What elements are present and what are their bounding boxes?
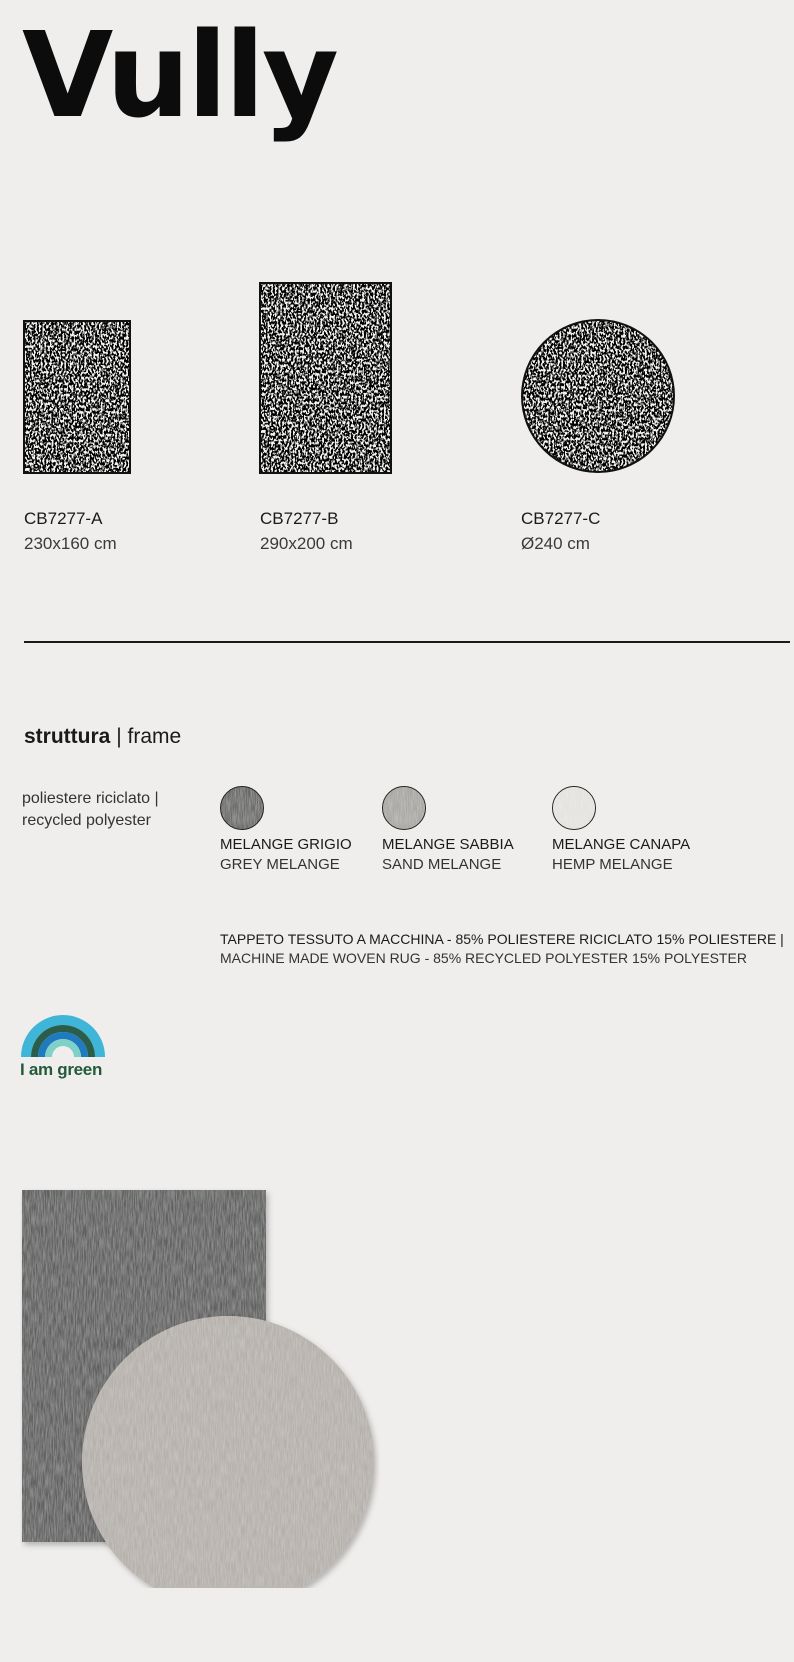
swatch-hemp-name-it: MELANGE CANAPA [552, 836, 691, 853]
material-line-en: recycled polyester [22, 812, 151, 829]
frame-heading [24, 726, 181, 747]
rug-size-c: Ø240 cm [521, 534, 590, 553]
description-en: MACHINE MADE WOVEN RUG - 85% RECYCLED POLYESTER 15% POLYESTER [220, 950, 747, 966]
swatch-sand-name-it: MELANGE SABBIA [382, 836, 514, 853]
i-am-green-label: I am green [20, 1060, 103, 1079]
rug-size-a: 230x160 cm [24, 534, 117, 553]
section-divider [24, 641, 790, 643]
frame-label-en: frame [127, 725, 182, 748]
rug-diagram-a [23, 320, 131, 474]
swatch-grey[interactable] [220, 786, 264, 830]
swatch-sand-name-en: SAND MELANGE [382, 856, 502, 873]
swatch-sand[interactable] [382, 786, 426, 830]
material-line-it: poliestere riciclato | [22, 790, 159, 807]
frame-separator: | [116, 725, 122, 748]
material-label [22, 788, 159, 832]
product-photo [20, 1188, 380, 1588]
frame-label-it: struttura [24, 725, 111, 748]
product-title: Vully [22, 6, 336, 144]
swatch-grey-name-en: GREY MELANGE [220, 856, 340, 873]
rug-size-b: 290x200 cm [260, 534, 353, 553]
rug-code-c: CB7277-C [521, 509, 601, 528]
swatch-hemp[interactable] [552, 786, 596, 830]
rug-code-a: CB7277-A [24, 509, 103, 528]
rug-diagram-b [259, 282, 392, 474]
swatch-hemp-name-en: HEMP MELANGE [552, 856, 673, 873]
rug-diagram-c [520, 318, 676, 474]
swatch-grey-name-it: MELANGE GRIGIO [220, 836, 352, 853]
rainbow-icon [20, 1012, 106, 1058]
description-it: TAPPETO TESSUTO A MACCHINA - 85% POLIESTERE RICICLATO 15% POLIESTERE | [220, 931, 784, 947]
rug-code-b: CB7277-B [260, 509, 339, 528]
